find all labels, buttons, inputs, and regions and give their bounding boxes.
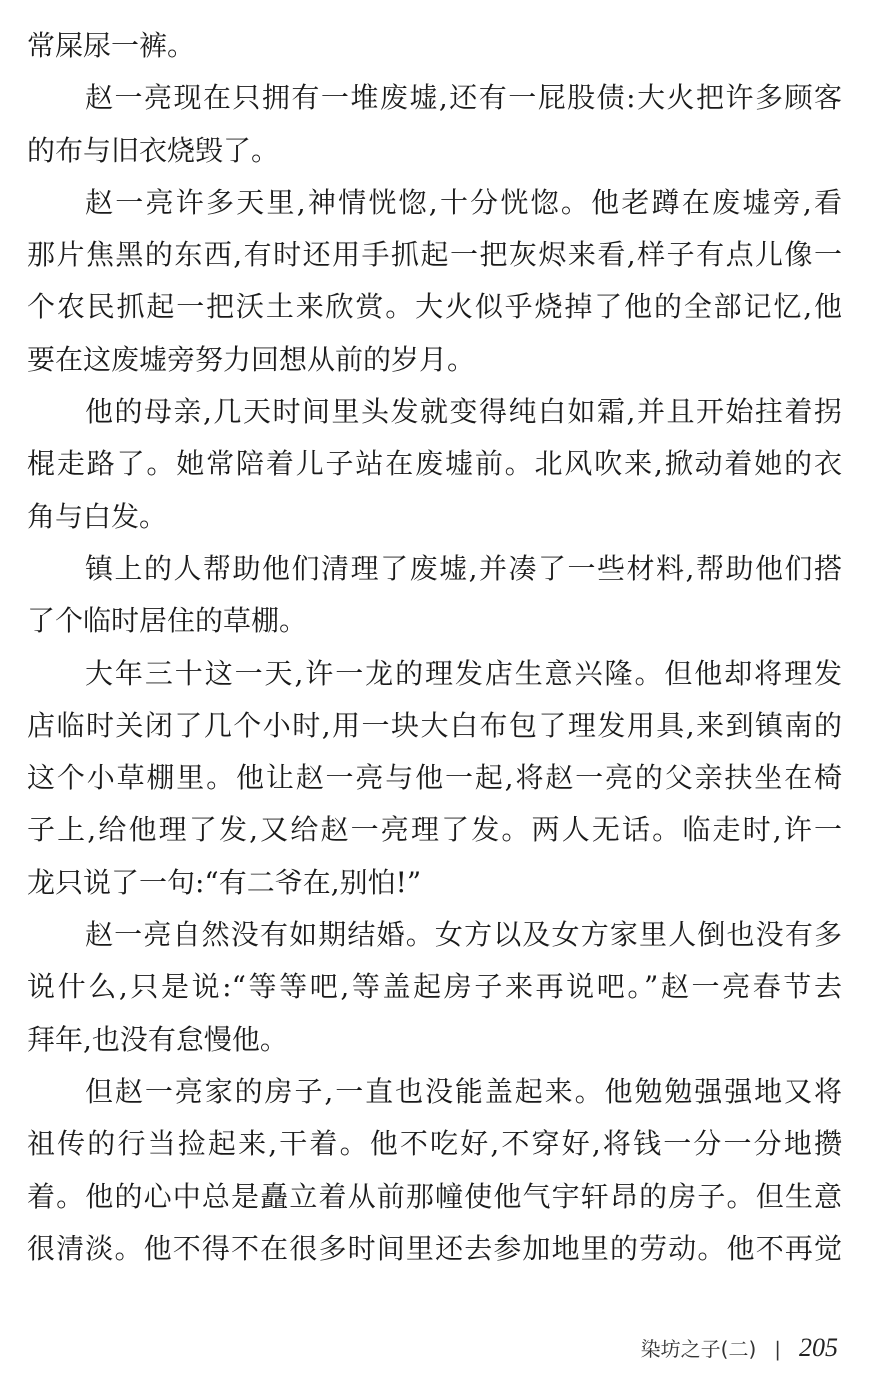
text-line: 棍走路了。她常陪着儿子站在废墟前。北风吹来,掀动着她的衣 (27, 447, 842, 481)
paragraph-first-line: 镇上的人帮助他们清理了废墟,并凑了一些材料,帮助他们搭 (85, 551, 842, 585)
paragraph-first-line: 他的母亲,几天时间里头发就变得纯白如霜,并且开始拄着拐 (85, 395, 842, 429)
paragraph-first-line: 但赵一亮家的房子,一直也没能盖起来。他勉勉强强地又将 (85, 1074, 842, 1108)
paragraph-first-line: 赵一亮现在只拥有一堆废墟,还有一屁股债:大火把许多顾客 (85, 81, 842, 115)
text-line: 说什么,只是说:“等等吧,等盖起房子来再说吧。”赵一亮春节去 (27, 970, 842, 1004)
text-line: 很清淡。他不得不在很多时间里还去参加地里的劳动。他不再觉 (27, 1231, 842, 1265)
text-line: 了个临时居住的草棚。 (27, 604, 308, 638)
text-line: 常屎尿一裤。 (27, 29, 196, 62)
text-line: 角与白发。 (27, 499, 168, 533)
page-number: 205 (799, 1333, 838, 1362)
body-text (27, 22, 842, 1277)
page-footer (641, 1333, 838, 1363)
running-title: 染坊之子(二) (640, 1337, 757, 1361)
text-line: 这个小草棚里。他让赵一亮与他一起,将赵一亮的父亲扶坐在椅 (27, 761, 842, 795)
text-line: 龙只说了一句:“有二爷在,别怕!” (27, 865, 422, 899)
text-line: 个农民抓起一把沃土来欣赏。大火似乎烧掉了他的全部记忆,他 (27, 290, 842, 324)
paragraph-first-line: 赵一亮许多天里,神情恍惚,十分恍惚。他老蹲在废墟旁,看 (85, 185, 842, 219)
paragraph-first-line: 大年三十这一天,许一龙的理发店生意兴隆。但他却将理发 (85, 656, 842, 690)
text-line: 那片焦黑的东西,有时还用手抓起一把灰烬来看,样子有点儿像一 (27, 238, 842, 272)
text-line: 的布与旧衣烧毁了。 (27, 133, 280, 167)
paragraph-first-line: 赵一亮自然没有如期结婚。女方以及女方家里人倒也没有多 (85, 918, 842, 952)
text-line: 要在这废墟旁努力回想从前的岁月。 (27, 342, 476, 376)
text-line: 店临时关闭了几个小时,用一块大白布包了理发用具,来到镇南的 (27, 708, 842, 742)
footer-separator: | (774, 1337, 781, 1361)
text-line: 着。他的心中总是矗立着从前那幢使他气宇轩昂的房子。但生意 (27, 1179, 842, 1213)
text-line: 拜年,也没有怠慢他。 (27, 1022, 288, 1056)
text-line: 祖传的行当捡起来,干着。他不吃好,不穿好,将钱一分一分地攒 (27, 1127, 842, 1161)
text-line: 子上,给他理了发,又给赵一亮理了发。两人无话。临走时,许一 (27, 813, 842, 847)
